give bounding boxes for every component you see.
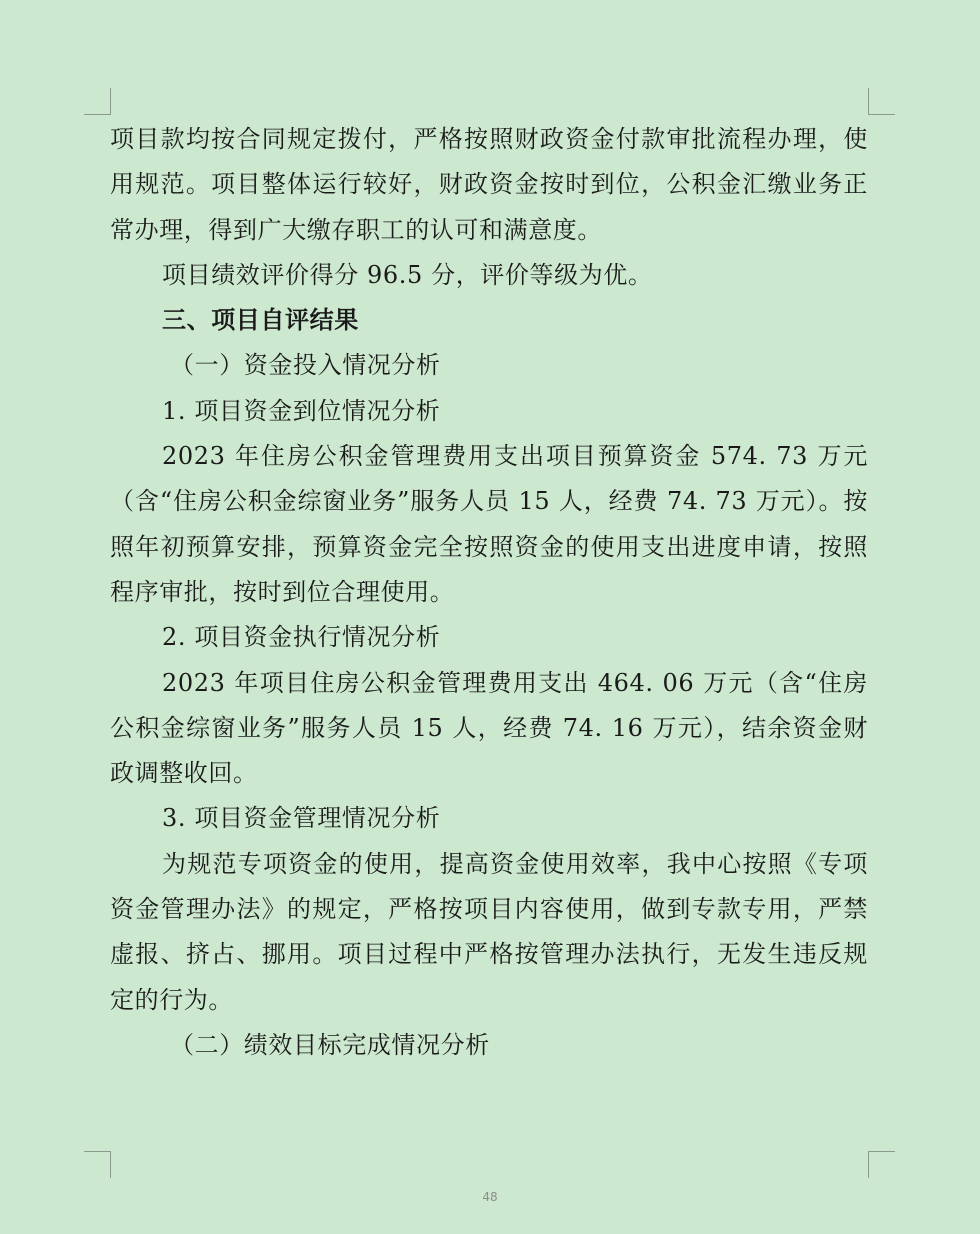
item-heading-3: 3. 项目资金管理情况分析 [162,804,441,833]
crop-mark-bottom-left [84,1151,111,1178]
paragraph-payment: 项目款均按合同规定拨付，严格按照财政资金付款审批流程办理，使用规范。项目整体运行较好，财政资金按时到位，公积金汇缴业务正常办理，得到广大缴存职工的认可和满意度。 [110,125,868,244]
page-number: 48 [482,1190,498,1204]
subsection-heading-1: （一）资金投入情况分析 [170,351,441,380]
subsection-heading-2: （二）绩效目标完成情况分析 [170,1030,490,1059]
item-heading-1: 1. 项目资金到位情况分析 [162,396,441,425]
crop-mark-top-left [84,88,111,115]
body-text [110,117,868,1068]
crop-mark-top-right [868,88,895,115]
item-heading-2: 2. 项目资金执行情况分析 [162,623,441,652]
paragraph-management: 为规范专项资金的使用，提高资金使用效率，我中心按照《专项资金管理办法》的规定，严格按项目内容使用，做到专款专用，严禁虚报、挤占、挪用。项目过程中严格按管理办法执行，无发生违反规定的行为。 [110,849,868,1014]
paragraph-score: 项目绩效评价得分 96.5 分，评价等级为优。 [162,260,653,289]
section-heading: 三、项目自评结果 [162,306,359,335]
crop-mark-bottom-right [868,1151,895,1178]
paragraph-budget: 2023 年住房公积金管理费用支出项目预算资金 574. 73 万元（含“住房公积金综窗业务”服务人员 15 人，经费 74. 73 万元）。按照年初预算安排，预算资金完全按照资金的使用支出进度申请，按照程序审批，按时到位合理使用。 [110,442,868,606]
paragraph-execution: 2023 年项目住房公积金管理费用支出 464. 06 万元（含“住房公积金综窗业务”服务人员 15 人，经费 74. 16 万元），结余资金财政调整收回。 [110,668,868,788]
